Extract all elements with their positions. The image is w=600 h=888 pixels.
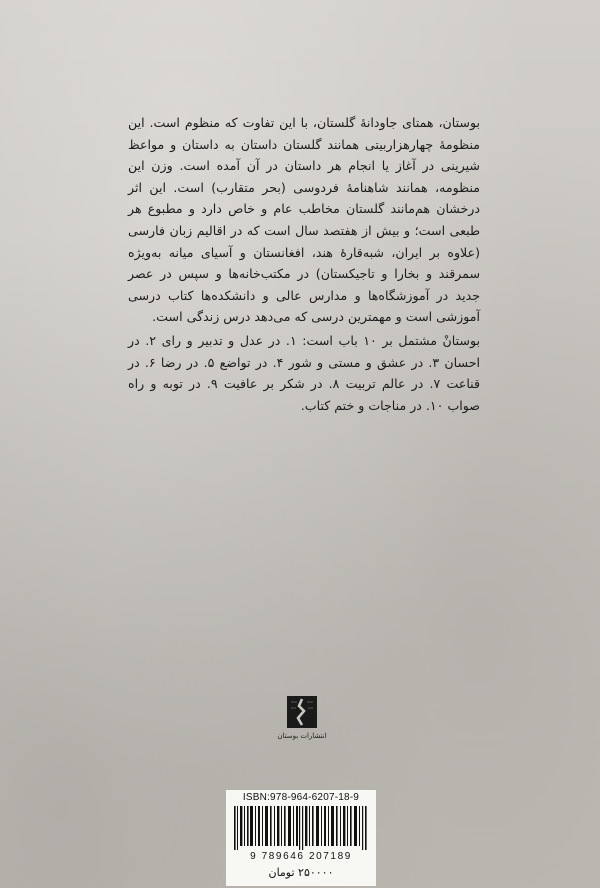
publisher-name: انتشارات بوستان: [277, 732, 327, 740]
barcode-label: [226, 790, 376, 886]
isbn-number: ISBN:978-964-6207-18-9: [242, 792, 360, 803]
barcode: [234, 806, 368, 850]
barcode-digits: 9 789646 207189: [250, 851, 352, 862]
description-text: [128, 112, 480, 416]
description-paragraph-2: بوستانْ مشتمل بر ۱۰ باب است: ۱. در عدل و تدبیر و رای ۲. در احسان ۳. در عشق و مستی و شور ۴. در تواضع ۵. در رضا ۶. در قناعت ۷. در عالم تربیت ۸. در شکر بر عافیت ۹. در توبه و راه صواب ۱۰. در مناجات و ختم کتاب.: [128, 332, 480, 413]
description-paragraph-1: بوستان، همتای جاودانهٔ گلستان، با این تفاوت که منظوم است. این منظومهٔ چهارهزاربیتی همانند گلستان داستان به داستان و مواعظ شیرینی در آغاز یا انجام هر داستان در آن آمده است. وزن این منظومه، همانند شاهنامهٔ فردوسی (بحر متقارب) است. این اثر درخشان هم‌مانند گلستان مخاطب عام و خاص دارد و مطبوع هر طبعی است؛ و بیش از هفتصد سال است که در اقالیم زبان فارسی (علاوه بر ایران، شبه‌قارهٔ هند، افغانستان و آسیای میانه به‌ویژه سمرقند و بخارا و تاجیکستان) در مکتب‌خانه‌ها و سپس در عصر جدید در آموزشگاه‌ها و مدارس عالی و دانشکده‌ها کتاب درسی آموزشی است و مهمترین درسی که می‌دهد درس زندگی است.: [128, 115, 480, 325]
price-label: ۲۵۰۰۰۰ تومان: [268, 866, 334, 879]
book-icon: [285, 694, 319, 730]
publisher-logo: [276, 694, 328, 740]
